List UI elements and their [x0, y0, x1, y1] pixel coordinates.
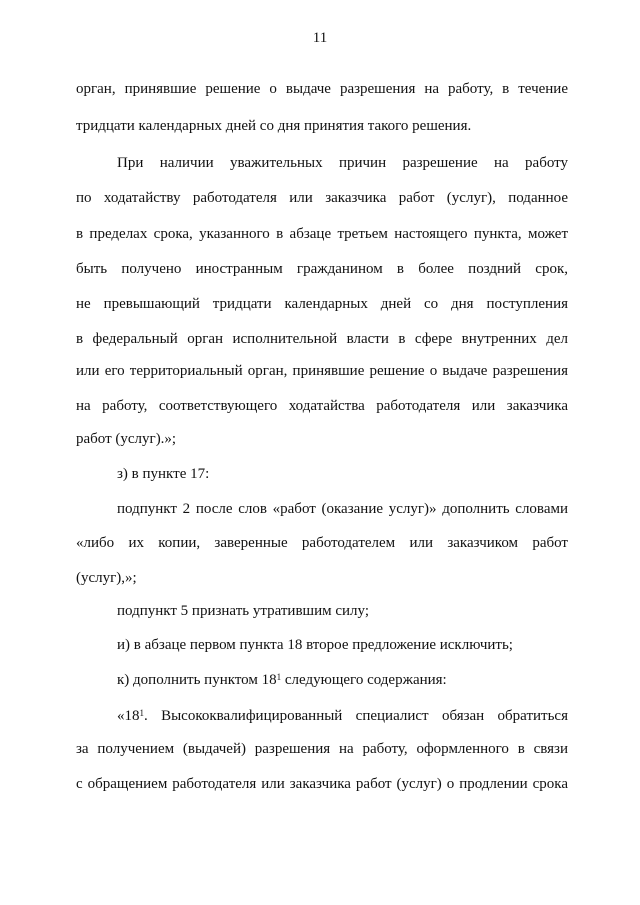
paragraph-first-line: и) в абзаце первом пункта 18 второе предложение исключить;	[117, 637, 513, 653]
superscript: 1	[139, 708, 144, 718]
page-number: 11	[312, 30, 328, 46]
text-fragment: к) дополнить пунктом 18	[117, 672, 277, 688]
text-line: с обращением работодателя или заказчика работ (услуг) о продлении срока	[76, 776, 568, 792]
text-line: быть получено иностранным гражданином в более поздний срок,	[76, 261, 568, 277]
text-line: на работу, соответствующего ходатайства работодателя или заказчика	[76, 398, 568, 414]
paragraph-first-line	[117, 707, 568, 725]
text-line: не превышающий тридцати календарных дней со дня поступления	[76, 296, 568, 312]
text-line: тридцати календарных дней со дня принятия такого решения.	[76, 118, 472, 134]
text-line: «либо их копии, заверенные работодателем или заказчиком работ	[76, 535, 568, 551]
paragraph-first-line: подпункт 5 признать утратившим силу;	[117, 603, 369, 619]
paragraph-first-line: подпункт 2 после слов «работ (оказание услуг)» дополнить словами	[117, 501, 568, 517]
paragraph-first-line: При наличии уважительных причин разрешение на работу	[117, 155, 568, 171]
text-fragment: . Высококвалифицированный специалист обязан обратиться	[144, 708, 568, 724]
text-fragment: «18	[117, 708, 140, 724]
text-fragment: следующего содержания:	[281, 672, 447, 688]
text-line: или его территориальный орган, принявшие решение о выдаче разрешения	[76, 363, 568, 379]
superscript: 1	[276, 672, 282, 682]
text-line: за получением (выдачей) разрешения на работу, оформленного в связи	[76, 741, 568, 757]
text-line: работ (услуг).»;	[76, 431, 177, 447]
paragraph-first-line	[117, 671, 568, 689]
paragraph-first-line: з) в пункте 17:	[117, 466, 210, 482]
text-line: (услуг),»;	[76, 570, 137, 586]
text-line: в федеральный орган исполнительной власти в сфере внутренних дел	[76, 331, 568, 347]
text-line: орган, принявшие решение о выдаче разрешения на работу, в течение	[76, 81, 568, 97]
text-line: по ходатайству работодателя или заказчика работ (услуг), поданное	[76, 190, 568, 206]
text-line: в пределах срока, указанного в абзаце третьем настоящего пункта, может	[76, 226, 568, 242]
